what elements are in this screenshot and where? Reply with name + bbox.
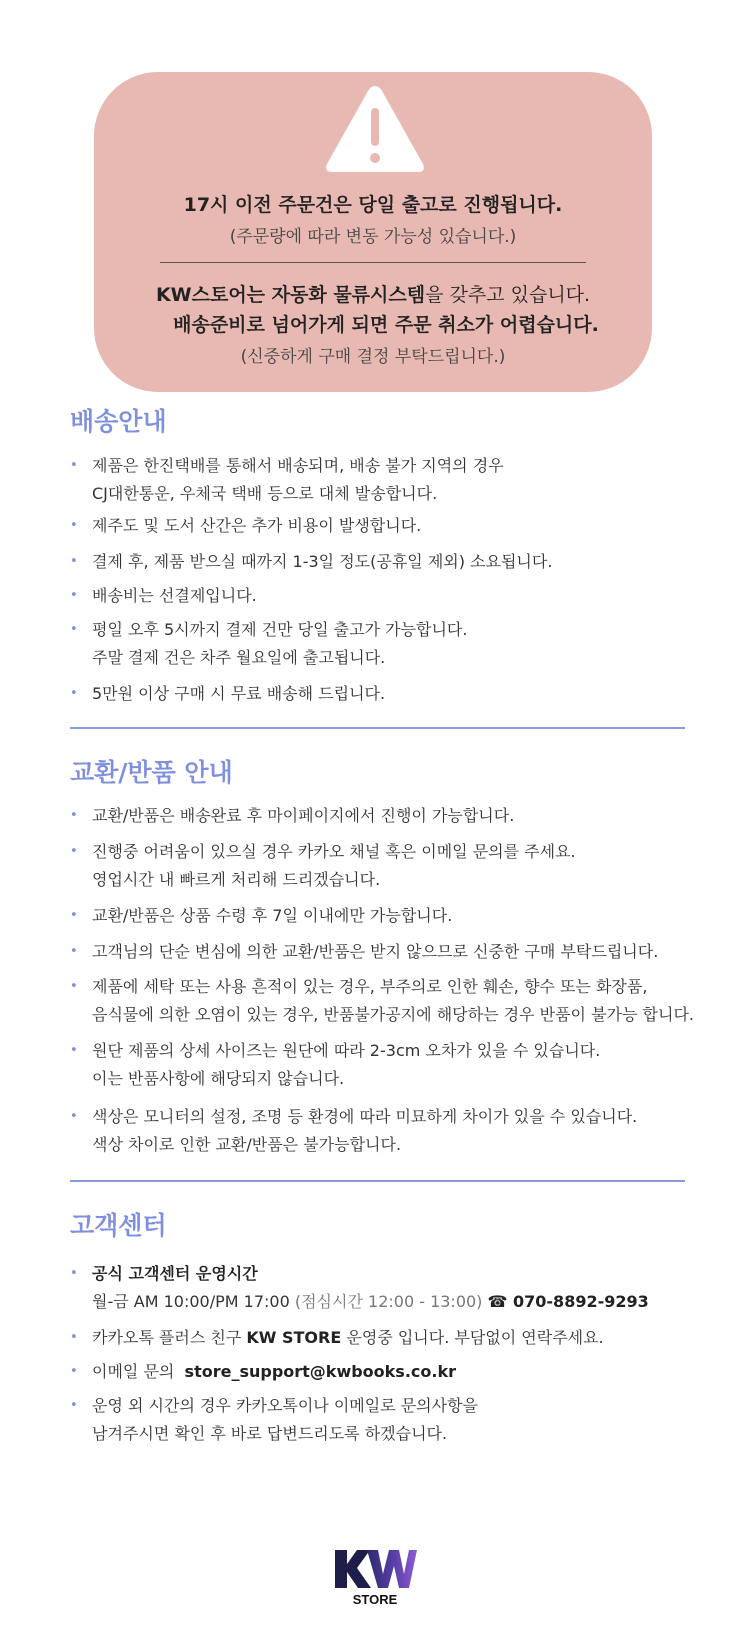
shipping-item: • 배송비는 선결제입니다. (70, 582, 710, 610)
notice-divider (160, 262, 586, 263)
returns-item: • 교환/반품은 배송완료 후 마이페이지에서 진행이 가능합니다. (70, 802, 710, 830)
warning-icon (322, 82, 428, 176)
section-divider (70, 1180, 685, 1182)
notice-same-day-text: 17시 이전 주문건은 당일 출고로 진행됩니다. (183, 194, 563, 216)
notice-automation-bold: KW스토어는 자동화 물류시스템 (155, 284, 426, 306)
kakao-channel-name[interactable]: KW STORE (246, 1328, 342, 1347)
shipping-item: • 제주도 및 도서 산간은 추가 비용이 발생합니다. (70, 512, 710, 540)
phone-number[interactable]: ☎ 070-8892-9293 (487, 1292, 649, 1311)
shipping-item: • 결제 후, 제품 받으실 때까지 1-3일 정도(공휴일 제외) 소요됩니다. (70, 548, 710, 576)
shipping-title: 배송안내 (70, 407, 167, 436)
notice-variation-text: (주문량에 따라 변동 가능성 있습니다.) (229, 227, 517, 247)
shipping-item: • 평일 오후 5시까지 결제 건만 당일 출고가 가능합니다. 주말 결제 건은 차주 월요일에 출고됩니다. (70, 616, 710, 672)
support-kakao-item: • 카카오톡 플러스 친구 KW STORE 운영중 입니다. 부담없이 연락주세요. (70, 1324, 710, 1352)
hours-label: 공식 고객센터 운영시간 (92, 1264, 258, 1283)
returns-item: • 고객님의 단순 변심에 의한 교환/반품은 받지 않으므로 신중한 구매 부탁드립니다. (70, 938, 710, 966)
email-link[interactable]: store_support@kwbooks.co.kr (184, 1362, 456, 1381)
support-title: 고객센터 (70, 1211, 167, 1240)
support-hours-item (70, 1260, 710, 1316)
section-divider (70, 727, 685, 729)
shipping-item: • 제품은 한진택배를 통해서 배송되며, 배송 불가 지역의 경우 CJ대한통운, 우체국 택배 등으로 대체 발송합니다. (70, 452, 710, 508)
notice-box (94, 72, 652, 392)
email-label: 이메일 문의 (92, 1362, 175, 1381)
returns-item: • 제품에 세탁 또는 사용 흔적이 있는 경우, 부주의로 인한 훼손, 향수 또는 화장품, 음식물에 의한 오염이 있는 경우, 반품불가공지에 해당하는 경우 반품이 불가능 합니다. (70, 973, 710, 1029)
shipping-item: • 5만원 이상 구매 시 무료 배송해 드립니다. (70, 680, 710, 708)
hours-lunch: (점심시간 12:00 - 13:00) (294, 1292, 483, 1311)
notice-automation-text (94, 280, 652, 307)
support-offhours-item: • 운영 외 시간의 경우 카카오톡이나 이메일로 문의사항을 남겨주시면 확인 후 바로 답변드리도록 하겠습니다. (70, 1392, 710, 1448)
kw-store-logo (333, 1548, 417, 1608)
notice-careful-text: (신중하게 구매 결정 부탁드립니다.) (240, 347, 506, 367)
notice-automation-rest: 을 갖추고 있습니다. (425, 284, 591, 306)
returns-item: • 진행중 어려움이 있으실 경우 카카오 채널 혹은 이메일 문의를 주세요. 영업시간 내 빠르게 처리해 드리겠습니다. (70, 838, 710, 894)
returns-title: 교환/반품 안내 (70, 758, 233, 787)
returns-item: • 교환/반품은 상품 수령 후 7일 이내에만 가능합니다. (70, 902, 710, 930)
hours-main: 월-금 AM 10:00/PM 17:00 (92, 1292, 290, 1311)
notice-cancel-text: 배송준비로 넘어가게 되면 주문 취소가 어렵습니다. (173, 314, 599, 336)
logo-store-text: STORE (352, 1592, 398, 1607)
returns-item: • 원단 제품의 상세 사이즈는 원단에 따라 2-3cm 오차가 있을 수 있습니다. 이는 반품사항에 해당되지 않습니다. (70, 1037, 710, 1093)
support-email-item (70, 1358, 710, 1386)
returns-item: • 색상은 모니터의 설정, 조명 등 환경에 따라 미묘하게 차이가 있을 수 있습니다. 색상 차이로 인한 교환/반품은 불가능합니다. (70, 1103, 710, 1159)
